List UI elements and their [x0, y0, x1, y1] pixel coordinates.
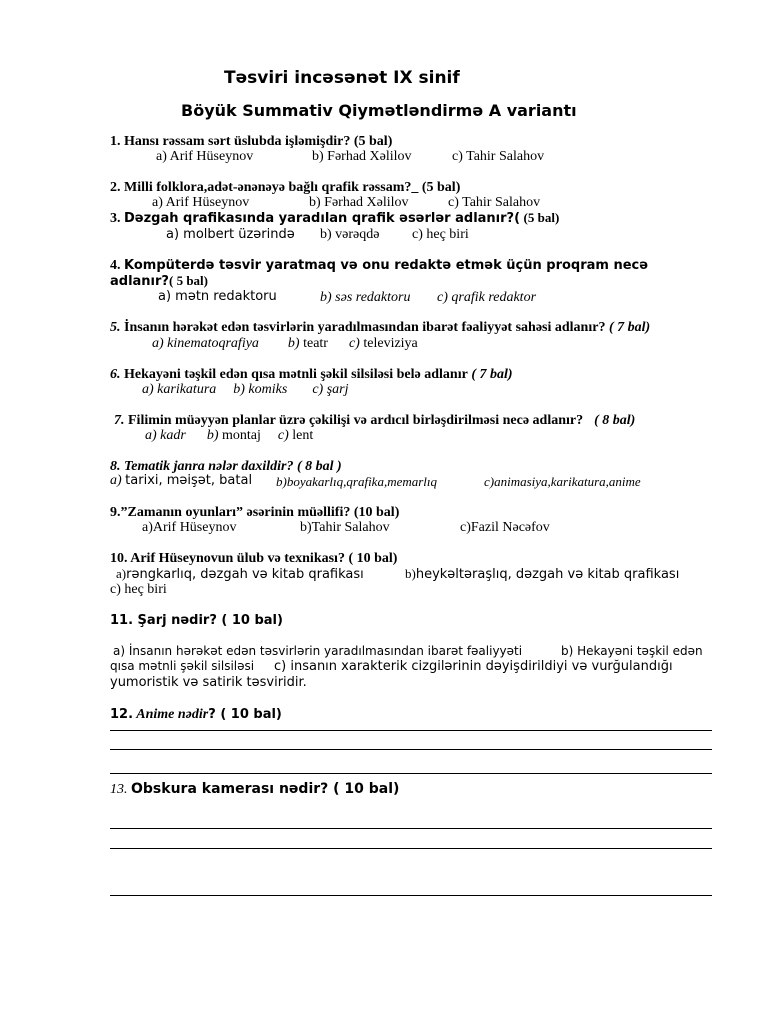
q8-option-a: tarixi, məişət, batal [125, 473, 253, 488]
q7-option-b-letter: b) [206, 428, 219, 443]
q12-points: ? ( 10 bal) [208, 707, 282, 722]
q2-option-a: a) Arif Hüseynov [152, 195, 250, 210]
q5-options [152, 336, 418, 352]
q4-option-c: c) qrafik redaktor [437, 290, 537, 305]
q7-option-c-letter: c) [277, 428, 289, 443]
q6-option-b: b) komiks [233, 382, 288, 397]
q5-text: İnsanın hərəkət edən təsvirlərin yaradılmasından ibarət fəaliyyət sahəsi adlanır? [124, 320, 606, 335]
q10-option-b-row [405, 566, 679, 582]
q10-option-c: c) heç biri [110, 582, 167, 597]
q2-option-c: c) Tahir Salahov [448, 195, 541, 210]
q10-option-a-letter: a) [116, 566, 127, 581]
q4-text-line1: Kompüterdə təsvir yaratmaq və onu redaktə etmək üçün proqram necə [124, 258, 649, 273]
question-3 [110, 210, 559, 227]
question-7 [114, 413, 635, 429]
q4-option-a: a) mətn redaktoru [158, 289, 277, 304]
answer-line [110, 848, 712, 849]
q5-option-b-letter: b) [287, 336, 300, 351]
q3-option-b: b) vərəqdə [320, 227, 380, 242]
q3-option-a: a) molbert üzərində [166, 227, 295, 242]
answer-line [110, 773, 712, 774]
q11-option-c-cont: yumoristik və satirik təsviridir. [110, 675, 307, 690]
q6-option-c: c) şarj [312, 382, 349, 397]
q6-points: ( 7 bal) [471, 367, 513, 382]
q4-number: 4. [110, 258, 121, 273]
question-2: 2. Milli folklora,adət-ənənəyə bağlı qrafik rəssam?_ (5 bal) [110, 180, 461, 195]
q10-option-a: rəngkarlıq, dəzgah və kitab qrafikası [126, 567, 364, 582]
q5-option-c-letter: c) [348, 336, 360, 351]
q3-points: (5 bal) [523, 210, 560, 225]
q8-option-a-letter: a) [110, 473, 122, 488]
q3-number: 3. [110, 211, 121, 226]
question-12 [110, 706, 282, 723]
answer-line [110, 895, 712, 896]
q5-option-b: teatr [303, 336, 328, 351]
q3-option-c: c) heç biri [412, 227, 469, 242]
q3-text: Dəzgah qrafikasında yaradılan qrafik əsərlər adlanır?( [124, 211, 521, 226]
q4-text-line2: adlanır? [110, 274, 169, 289]
q8-option-a-row [110, 473, 252, 489]
q6-text: Hekayəni təşkil edən qısa mətnli şəkil silsiləsi belə adlanır [124, 367, 468, 382]
q2-option-b: b) Fərhad Xəlilov [309, 195, 409, 210]
question-9: 9.”Zamanın oyunları” əsərinin müəllifi? (10 bal) [110, 505, 400, 520]
q13-text: Obskura kamerası nədir? ( 10 bal) [131, 781, 400, 797]
answer-line [110, 749, 712, 750]
question-10: 10. Arif Hüseynovun ülub və texnikası? ( 10 bal) [110, 551, 398, 566]
q10-option-a-row [116, 566, 364, 582]
q7-options [145, 428, 313, 444]
q10-option-b-letter: b) [405, 566, 416, 581]
q7-number: 7. [114, 413, 125, 428]
q5-number: 5. [110, 320, 121, 335]
q11-option-a: a) İnsanın hərəkət edən təsvirlərin yaradılmasından ibarət fəaliyyəti [113, 644, 523, 658]
q11-option-c: c) insanın xarakterik cizgilərinin dəyişdirildiyi və vurğulandığı [274, 659, 673, 674]
q13-number: 13. [110, 782, 128, 797]
q5-points: ( 7 bal) [608, 320, 651, 335]
question-11: 11. Şarj nədir? ( 10 bal) [110, 613, 283, 628]
q8-option-b: b)boyakarlıq,qrafika,memarlıq [276, 474, 438, 489]
q4-option-b: b) səs redaktoru [320, 290, 411, 305]
q6-number: 6. [110, 367, 121, 382]
question-4-line2 [110, 273, 208, 289]
q5-option-c: televiziya [363, 336, 418, 351]
answer-line [110, 828, 712, 829]
question-8: 8. Tematik janra nələr daxildir? ( 8 bal ) [110, 459, 342, 474]
question-1: 1. Hansı rəssam sərt üslubda işləmişdir? (5 bal) [110, 134, 393, 149]
q9-option-b: b)Tahir Salahov [300, 520, 390, 535]
answer-line [110, 730, 712, 731]
q9-option-c: c)Fazil Nəcəfov [460, 520, 550, 535]
q4-points: ( 5 bal) [168, 273, 208, 288]
page-title: Təsviri incəsənət IX sinif [224, 68, 460, 88]
q9-option-a: a)Arif Hüseynov [142, 520, 237, 535]
q7-option-b: montaj [222, 428, 261, 443]
question-13 [110, 781, 399, 798]
q12-text: Anime nədir [136, 707, 209, 722]
q7-option-a: a) kadr [145, 428, 186, 443]
page-subtitle: Böyük Summativ Qiymətləndirmə A variantı [181, 101, 577, 120]
q6-option-a: a) karikatura [142, 382, 217, 397]
q7-option-c: lent [292, 428, 314, 443]
q1-option-c: c) Tahir Salahov [452, 149, 545, 164]
q1-option-a: a) Arif Hüseynov [156, 149, 254, 164]
q7-text: Filimin müəyyən planlar üzrə çəkilişi və ardıcıl birləşdirilməsi necə adlanır? [128, 413, 584, 428]
q1-option-b: b) Fərhad Xəlilov [312, 149, 412, 164]
q8-option-c: c)animasiya,karikatura,anime [484, 474, 641, 489]
q6-options [142, 382, 348, 398]
q7-points: ( 8 bal) [594, 413, 636, 428]
question-6 [110, 367, 513, 383]
q5-option-a: a) kinematoqrafiya [152, 336, 259, 351]
question-5 [110, 320, 650, 336]
q10-option-b: heykəltəraşlıq, dəzgah və kitab qrafikası [415, 567, 680, 582]
q11-option-b: b) Hekayəni təşkil edən [561, 644, 703, 658]
question-4 [110, 258, 648, 274]
q12-number: 12. [110, 707, 134, 722]
q11-option-b-cont: qısa mətnli şəkil silsiləsi [110, 659, 255, 673]
